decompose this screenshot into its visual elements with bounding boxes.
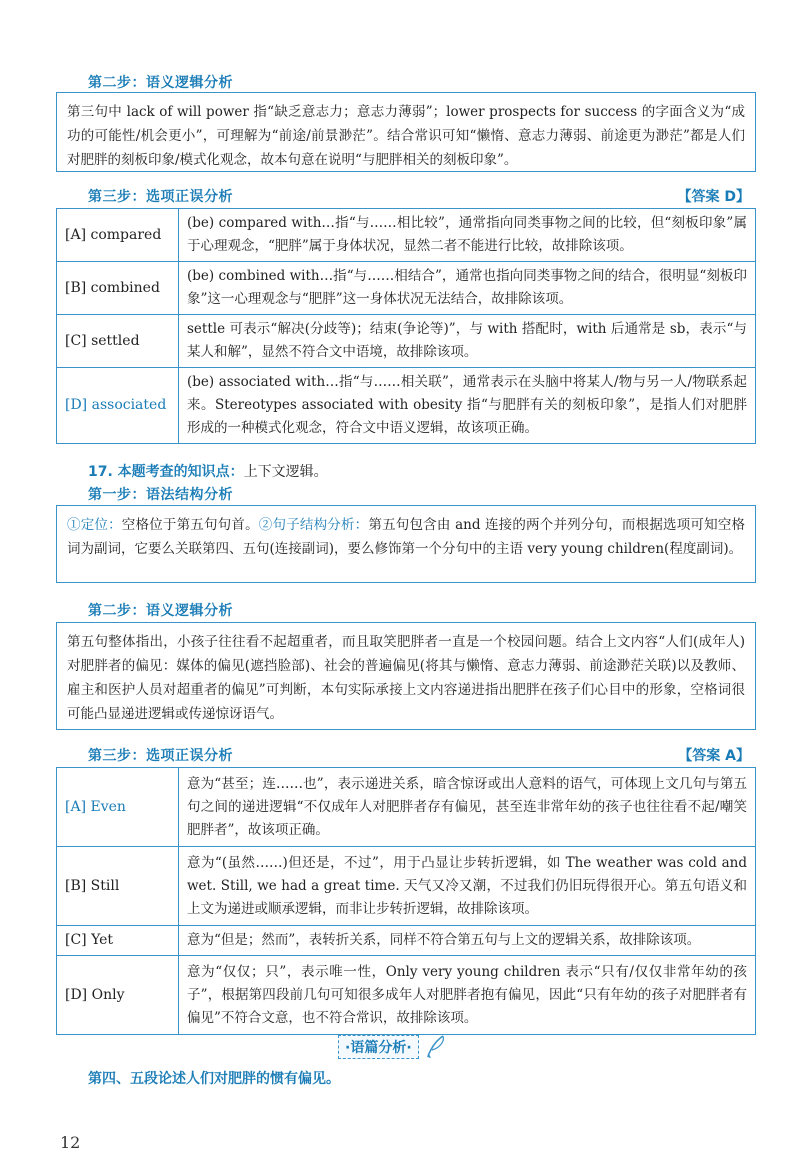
table-row xyxy=(57,768,756,847)
answer-badge: 【答案 D】 xyxy=(677,189,750,205)
option-label: [B] Still xyxy=(57,847,179,926)
q17-step2-box xyxy=(56,622,756,730)
option-label: [C] settled xyxy=(57,315,179,368)
options-table-2 xyxy=(56,767,756,1035)
passage-analysis-banner xyxy=(338,1034,447,1060)
step2-analysis-box xyxy=(56,92,756,172)
option-explanation: 意为“仅仅；只”，表示唯一性，Only very young children 表示“只有/仅仅非常年幼的孩子”，根据第四段前几句可知很多成年人对肥胖者抱有偏见，因此“只有年幼的孩子对肥胖者有偏见”不符合文意，也不符合常识，故排除该项。 xyxy=(179,956,756,1035)
option-explanation: (be) compared with…指“与……相比较”，通常指向同类事物之间的比较，但“刻板印象”属于心理观念，“肥胖”属于身体状况，显然二者不能进行比较，故排除该项。 xyxy=(179,209,756,262)
table-row xyxy=(57,847,756,926)
q17-step2-text: 第五句整体指出，小孩子往往看不起超重者，而且取笑肥胖者一直是一个校园问题。结合上文内容“人们(成年人)对肥胖者的偏见：媒体的偏见(遮挡脸部)、社会的普遍偏见(将其与懒惰、意志力薄弱、前途渺茫关联)以及教师、雇主和医护人员对超重者的偏见”可判断，本句实际承接上文内容递进指出肥胖在孩子们心目中的形象，空格词很可能凸显递进逻辑或传递惊讶语气。 xyxy=(67,634,745,722)
table-row xyxy=(57,956,756,1035)
option-explanation: settle 可表示“解决(分歧等)；结束(争论等)”，与 with 搭配时，with 后通常是 sb，表示“与某人和解”，显然不符合文中语境，故排除该项。 xyxy=(179,315,756,368)
options-table-1 xyxy=(56,208,756,444)
table-row xyxy=(57,262,756,315)
q17-step1-box xyxy=(56,505,756,583)
passage-analysis-label: ·语篇分析· xyxy=(338,1035,419,1059)
q17-step2-heading: 第二步：语义逻辑分析 xyxy=(88,603,233,619)
page-number: 12 xyxy=(60,1133,81,1152)
step2-analysis-text: 第三句中 lack of will power 指“缺乏意志力；意志力薄弱”；lower prospects for success 的字面含义为“成功的可能性/机会更小”，可理解为“前途/前景渺茫”。结合常识可知“懒惰、意志力薄弱、前途更为渺茫”都是人们对肥胖的刻板印象/模式化观念，故本句意在说明“与肥胖相关的刻板印象”。 xyxy=(67,104,745,168)
quill-icon xyxy=(423,1034,447,1060)
option-label: [B] combined xyxy=(57,262,179,315)
step2-heading: 第二步：语义逻辑分析 xyxy=(88,75,233,91)
option-label-correct: [D] associated xyxy=(57,368,179,444)
option-explanation: 意为“甚至；连……也”，表示递进关系，暗含惊讶或出人意料的语气，可体现上文几句与第五句之间的递进逻辑“不仅成年人对肥胖者存有偏见，甚至连非常年幼的孩子也往往看不起/嘲笑肥胖者”，故该项正确。 xyxy=(179,768,756,847)
option-explanation: (be) associated with…指“与……相关联”，通常表示在头脑中将某人/物与另一人/物联系起来。Stereotypes associated with obesity 指“与肥胖有关的刻板印象”，是指人们对肥胖形成的一种模式化观念，符合文中语义逻辑，故该项正确。 xyxy=(179,368,756,444)
passage-analysis-note: 第四、五段论述人们对肥胖的惯有偏见。 xyxy=(88,1071,340,1087)
structure-text: 第五句包含由 and 连接的两个并列分句，而根据选项可知空格词为副词，它要么关联第四、五句(连接副词)，要么修饰第一个分句中的主语 very young children(程度副词)。 xyxy=(67,517,746,557)
question-topic: 上下文逻辑。 xyxy=(243,464,328,480)
option-explanation: 意为“但是；然而”，表转折关系，同样不符合第五句与上文的逻辑关系，故排除该项。 xyxy=(179,926,756,956)
q17-answer-badge: 【答案 A】 xyxy=(678,748,750,764)
step3-heading: 第三步：选项正误分析 xyxy=(88,189,233,205)
locate-tag: ①定位： xyxy=(67,517,122,533)
q17-step1-heading: 第一步：语法结构分析 xyxy=(88,487,233,503)
option-label: [A] compared xyxy=(57,209,179,262)
question-number: 17. 本题考查的知识点： xyxy=(88,464,244,480)
table-row xyxy=(57,368,756,444)
table-row xyxy=(57,926,756,956)
table-row xyxy=(57,209,756,262)
option-label: [C] Yet xyxy=(57,926,179,956)
question-17-title xyxy=(88,461,328,481)
q17-step3-heading: 第三步：选项正误分析 xyxy=(88,748,233,764)
locate-text: 空格位于第五句句首。 xyxy=(121,517,259,533)
option-explanation: 意为“(虽然……)但还是，不过”，用于凸显让步转折逻辑，如 The weather was cold and wet. Still, we had a great time. 天气又冷又潮，不过我们仍旧玩得很开心。第五句语义和上文为递进或顺承逻辑，而非让步转折逻辑，故排除该项。 xyxy=(179,847,756,926)
option-explanation: (be) combined with…指“与……相结合”，通常也指向同类事物之间的结合，很明显“刻板印象”这一心理观念与“肥胖”这一身体状况无法结合，故排除该项。 xyxy=(179,262,756,315)
option-label: [D] Only xyxy=(57,956,179,1035)
table-row xyxy=(57,315,756,368)
structure-tag: ②句子结构分析： xyxy=(258,517,369,533)
option-label-correct: [A] Even xyxy=(57,768,179,847)
